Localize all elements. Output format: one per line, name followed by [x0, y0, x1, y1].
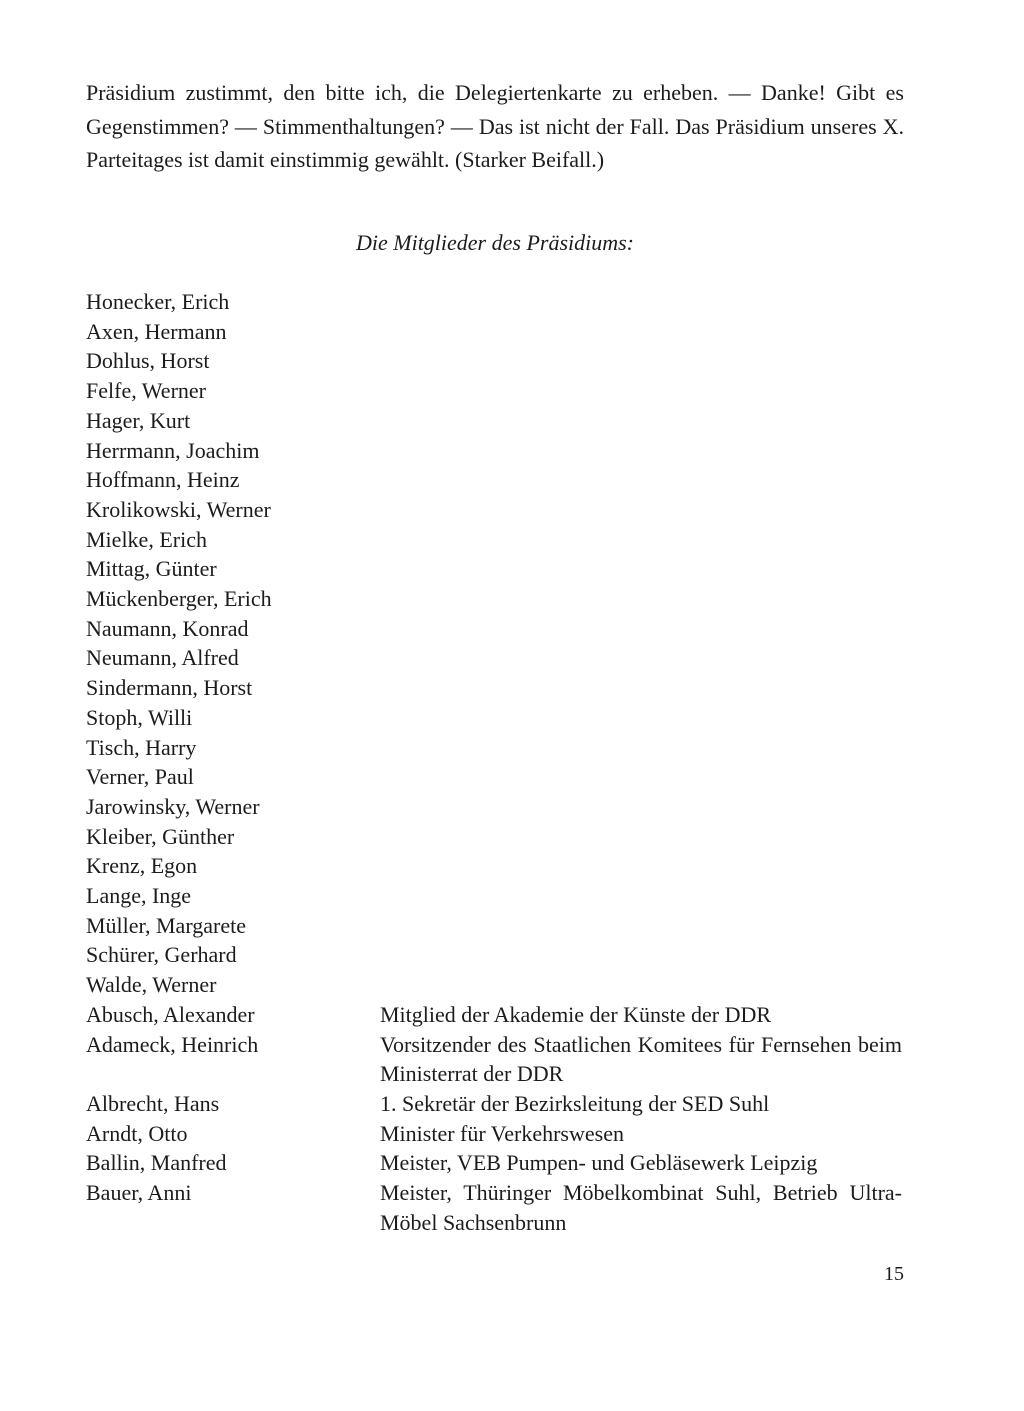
section-heading: Die Mitglieder des Präsidiums:: [355, 230, 635, 255]
member-row: [86, 792, 904, 822]
member-row: [86, 851, 904, 881]
member-row: [86, 643, 904, 673]
member-name: Müller, Margarete: [86, 912, 246, 938]
member-name: Verner, Paul: [86, 764, 194, 790]
member-name: Mielke, Erich: [86, 526, 207, 552]
member-row: [86, 406, 904, 436]
member-name: Krolikowski, Werner: [86, 496, 271, 522]
member-name: Stoph, Willi: [86, 704, 193, 730]
member-row: [86, 1089, 904, 1119]
member-role: Meister, Thüringer Möbelkombinat Suhl, Betrieb Ultra-Möbel Sachsenbrunn: [380, 1180, 902, 1235]
member-name: Krenz, Egon: [86, 853, 198, 879]
member-name: Hager, Kurt: [86, 407, 191, 433]
member-row: [86, 465, 904, 495]
member-role: 1. Sekretär der Bezirksleitung der SED Suhl: [380, 1090, 770, 1116]
member-role: Mitglied der Akademie der Künste der DDR: [380, 1001, 772, 1027]
member-name: Lange, Inge: [86, 883, 192, 909]
member-row: [86, 525, 904, 555]
member-name: Naumann, Konrad: [86, 615, 249, 641]
member-name: Dohlus, Horst: [86, 348, 210, 374]
member-role: Vorsitzender des Staatlichen Komitees für Fernsehen beim Ministerrat der DDR: [380, 1031, 902, 1087]
member-row: [86, 1178, 904, 1237]
member-name: Walde, Werner: [86, 972, 217, 998]
member-name: Albrecht, Hans: [86, 1090, 220, 1116]
member-row: [86, 1030, 904, 1089]
member-role: Minister für Verkehrswesen: [380, 1120, 624, 1146]
member-row: [86, 287, 904, 317]
member-row: [86, 614, 904, 644]
member-name: Kleiber, Günther: [86, 823, 235, 849]
member-row: [86, 317, 904, 347]
member-row: [86, 970, 904, 1000]
member-name: Axen, Hermann: [86, 318, 227, 344]
member-row: [86, 584, 904, 614]
member-row: [86, 733, 904, 763]
intro-paragraph: Präsidium zustimmt, den bitte ich, die Delegiertenkarte zu erheben. — Danke! Gibt es Gegenstimmen? — Stimmenthaltungen? — Das ist nicht der Fall. Das Präsidium unseres X. Parteitages ist damit einstimmig gewählt. (Starker Beifall.): [86, 80, 904, 172]
member-row: [86, 495, 904, 525]
member-name: Herrmann, Joachim: [86, 437, 260, 463]
member-name: Neumann, Alfred: [86, 645, 239, 671]
member-row: [86, 822, 904, 852]
page-number: 15: [884, 1263, 904, 1285]
member-row: [86, 881, 904, 911]
member-row: [86, 1119, 904, 1149]
member-row: [86, 376, 904, 406]
member-name: Hoffmann, Heinz: [86, 467, 240, 493]
member-row: [86, 436, 904, 466]
member-name: Mückenberger, Erich: [86, 586, 272, 612]
member-row: [86, 673, 904, 703]
member-name: Honecker, Erich: [86, 289, 230, 314]
member-row: [86, 554, 904, 584]
member-row: [86, 762, 904, 792]
member-name: Tisch, Harry: [86, 734, 197, 760]
member-row: [86, 940, 904, 970]
member-row: [86, 1000, 904, 1030]
member-row: [86, 346, 904, 376]
member-name: Arndt, Otto: [86, 1120, 188, 1146]
member-name: Bauer, Anni: [86, 1180, 192, 1206]
member-list: [86, 287, 904, 1238]
member-name: Adameck, Heinrich: [86, 1031, 259, 1057]
member-row: [86, 1148, 904, 1178]
member-name: Ballin, Manfred: [86, 1150, 227, 1176]
member-name: Sindermann, Horst: [86, 675, 253, 701]
member-name: Schürer, Gerhard: [86, 942, 237, 968]
member-name: Mittag, Günter: [86, 556, 217, 582]
member-name: Felfe, Werner: [86, 378, 206, 404]
member-name: Abusch, Alexander: [86, 1001, 255, 1027]
member-role: Meister, VEB Pumpen- und Gebläsewerk Leipzig: [380, 1150, 818, 1176]
member-row: [86, 703, 904, 733]
member-name: Jarowinsky, Werner: [86, 793, 260, 819]
member-row: [86, 911, 904, 941]
